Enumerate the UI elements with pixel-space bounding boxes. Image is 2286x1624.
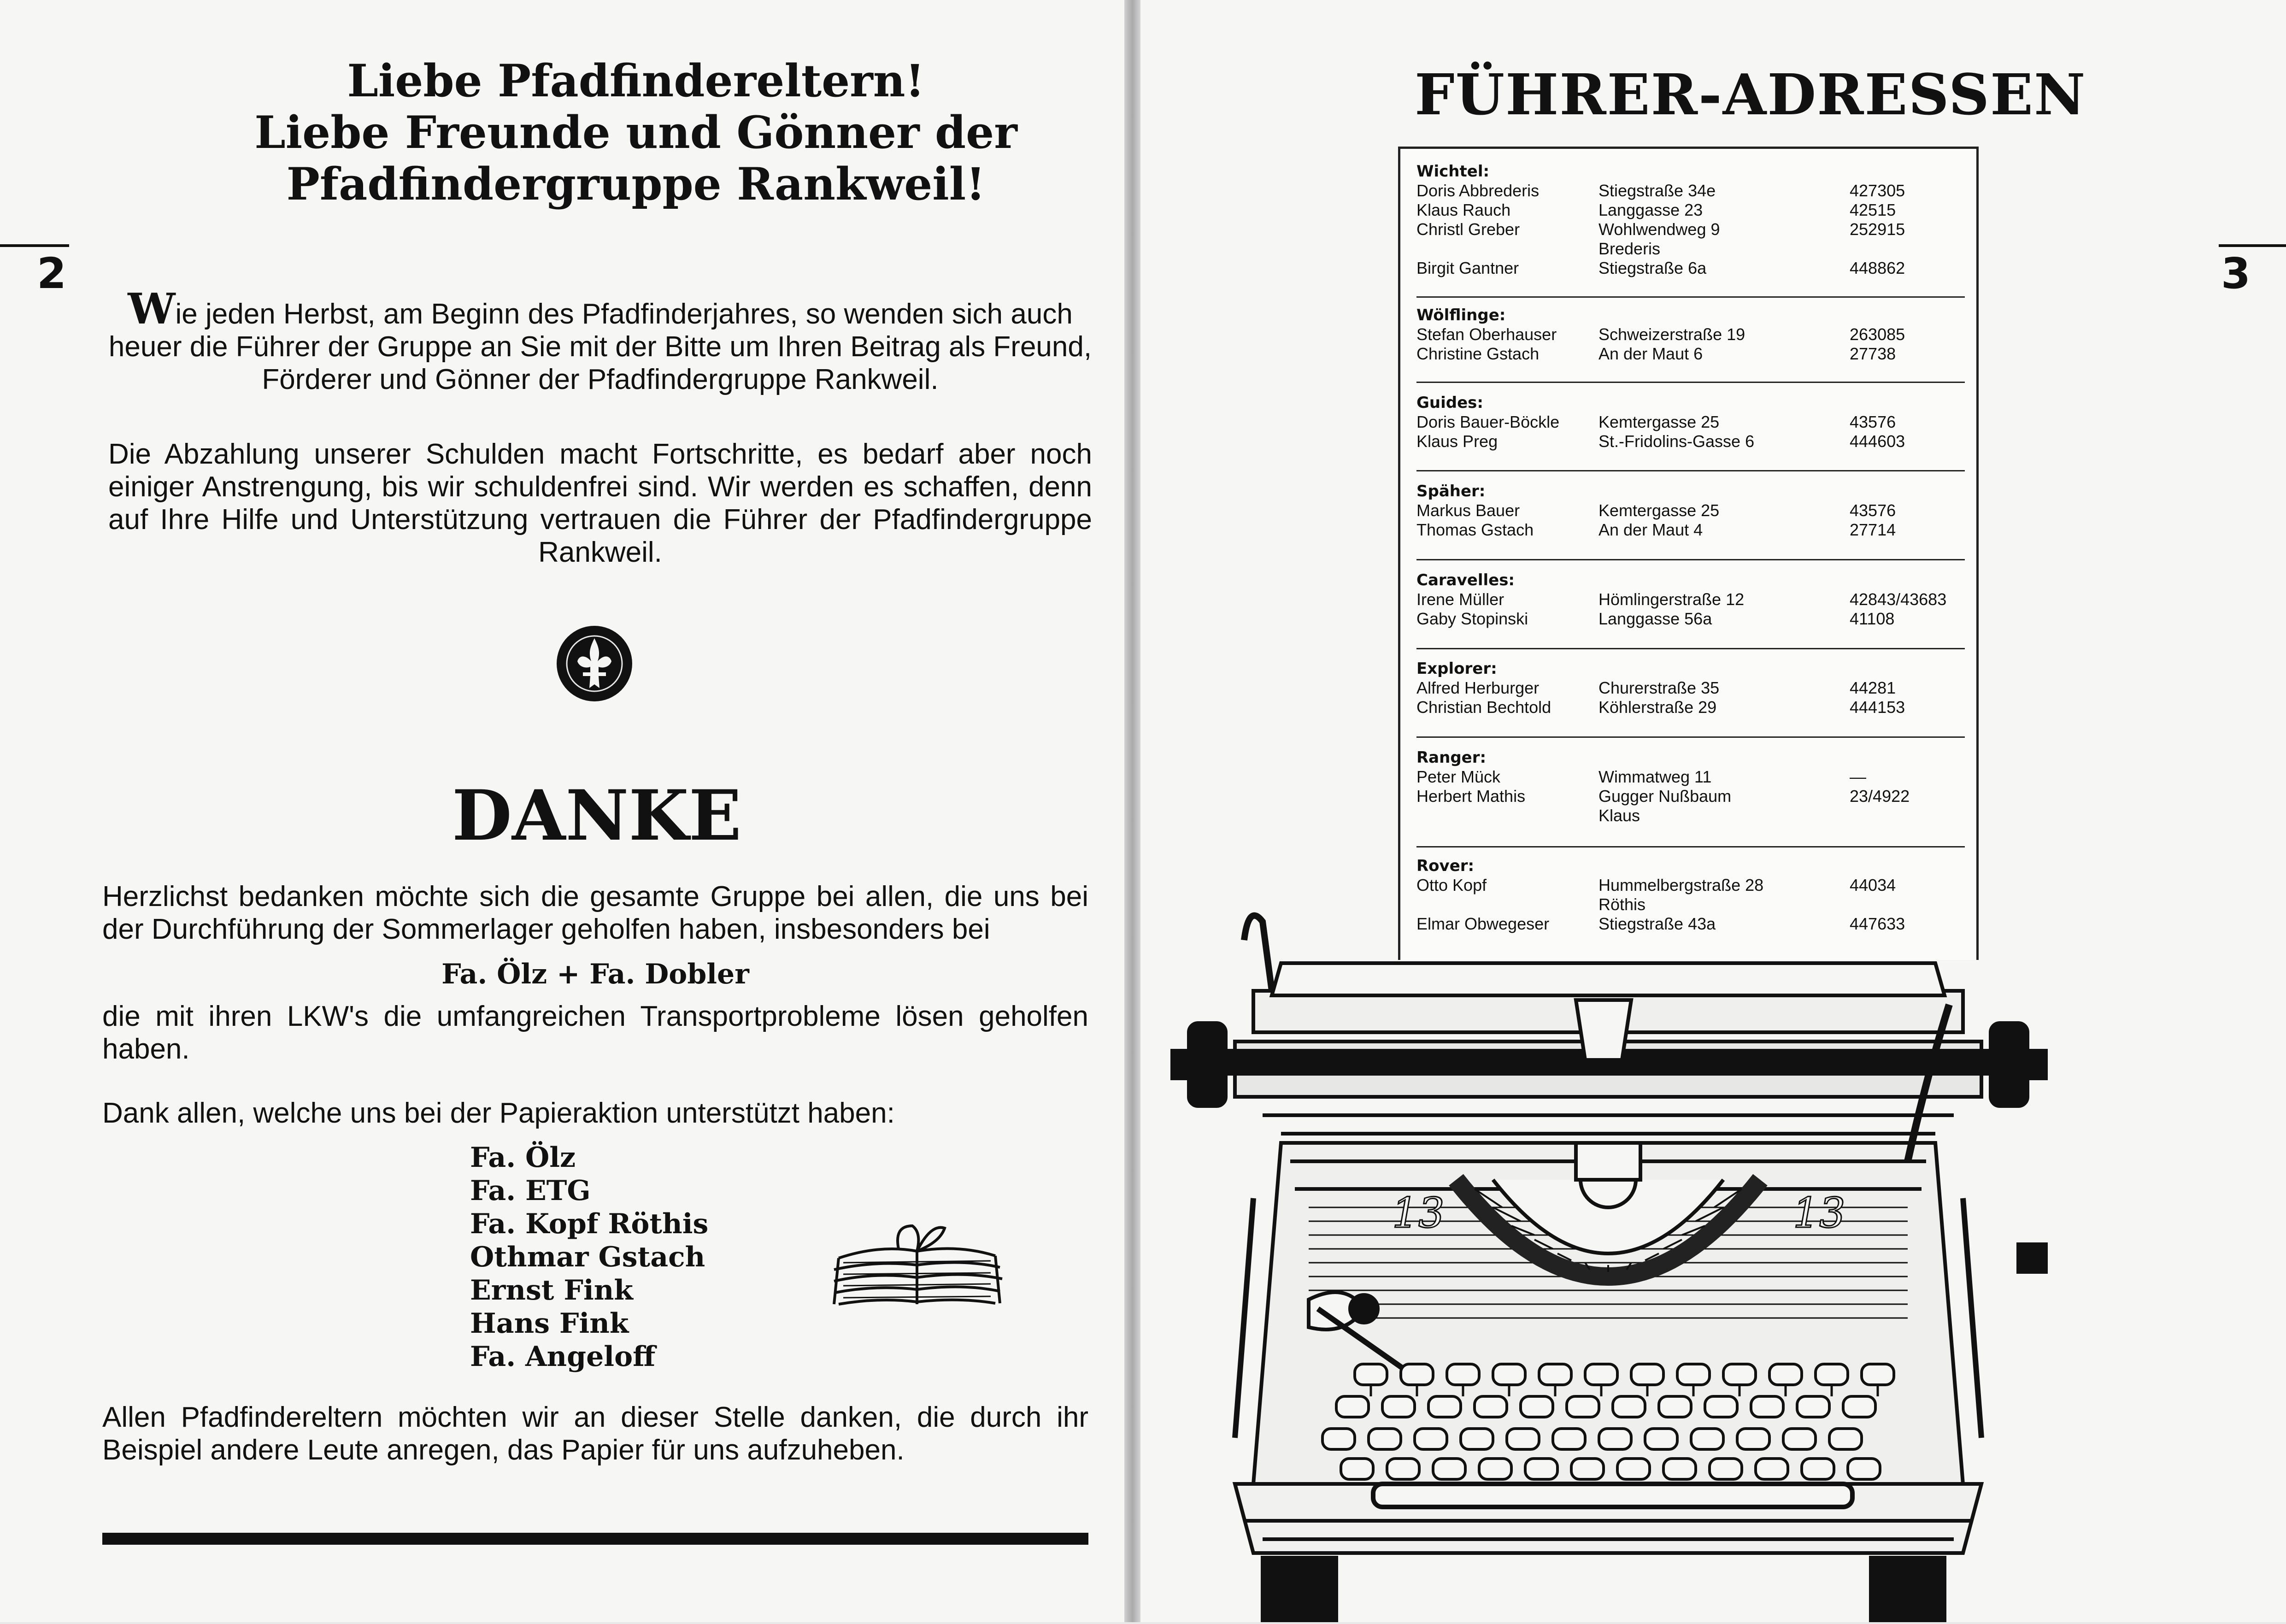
left-page (0, 0, 1124, 1622)
street-address (1598, 876, 1838, 914)
section-wichtel (1416, 162, 1965, 278)
sponsor-item: Fa. Kopf Röthis (470, 1208, 709, 1240)
book-gutter (1124, 0, 1140, 1622)
section-title: Wichtel: (1416, 162, 1490, 181)
page-number-rule (2219, 244, 2286, 247)
street-address: An der Maut 4 (1598, 520, 1703, 539)
street-address: Churerstraße 35 (1598, 678, 1720, 697)
address-sheet (1398, 147, 1979, 960)
locality-line: Brederis (1598, 239, 1661, 258)
address-row (1416, 181, 1965, 200)
sponsor-item: Othmar Gstach (470, 1241, 705, 1273)
locality-line: Röthis (1598, 895, 1646, 914)
street-address: Hömlingerstraße 12 (1598, 590, 1745, 609)
sponsor-item: Fa. ETG (470, 1175, 591, 1207)
phone-number: 252915 (1850, 220, 1905, 239)
address-row (1416, 220, 1965, 259)
drop-cap: W (128, 284, 176, 334)
debt-paragraph: Die Abzahlung unserer Schulden macht Fortschritte, es bedarf aber noch einiger Anstrengung, bis wir schuldenfrei sind. Wir werden es schaffen, denn auf Ihre Hilfe und Unterstützung vertrauen die Führer der Pfadfindergruppe Rankweil. (108, 438, 1092, 568)
person-name: Christl Greber (1416, 220, 1520, 239)
street-line: Wohlwendweg 9 (1598, 220, 1720, 239)
phone-number: 263085 (1850, 325, 1905, 344)
street-address: Kemtergasse 25 (1598, 501, 1720, 520)
page-number: 2 (37, 249, 67, 298)
person-name: Elmar Obwegeser (1416, 914, 1550, 933)
phone-number: 448862 (1850, 259, 1905, 277)
address-row (1416, 609, 1965, 629)
street-address: Kemtergasse 25 (1598, 412, 1720, 431)
street-address: Wimmatweg 11 (1598, 767, 1712, 786)
sponsor-list (470, 1141, 793, 1373)
section-title: Explorer: (1416, 659, 1497, 678)
section-guides (1416, 393, 1965, 451)
sponsor-item: Fa. Ölz (470, 1142, 576, 1174)
page-number-rule (0, 244, 69, 247)
phone-number: 444603 (1850, 432, 1905, 451)
section-title: Caravelles: (1416, 571, 1515, 589)
phone-number: 43576 (1850, 412, 1896, 431)
locality-line: Klaus (1598, 806, 1640, 825)
phone-number: 44034 (1850, 876, 1896, 894)
person-name: Herbert Mathis (1416, 787, 1526, 806)
street-address (1598, 220, 1838, 259)
section-divider (1416, 648, 1965, 649)
paper-bundle-icon (825, 1207, 1009, 1318)
section-rover (1416, 856, 1965, 934)
phone-number: 41108 (1850, 609, 1895, 628)
address-row (1416, 259, 1965, 278)
danke-title: DANKE (452, 775, 742, 856)
intro-text: ie jeden Herbst, am Beginn des Pfadfinderjahres, so wenden sich auch heuer die Führer der Gruppe an Sie mit der Bitte um Ihren Beitrag als Freund, Förderer und Gönner der Pfadfindergruppe Rankweil. (108, 298, 1092, 395)
address-row (1416, 432, 1965, 451)
section-divider (1416, 559, 1965, 560)
person-name: Birgit Gantner (1416, 259, 1519, 277)
phone-number: 427305 (1850, 181, 1905, 200)
paper-action-intro: Dank allen, welche uns bei der Papieraktion unterstützt haben: (102, 1097, 895, 1129)
heading-line: Liebe Pfadfindereltern! (347, 55, 925, 107)
section-title: Wölflinge: (1416, 306, 1506, 324)
section-ranger (1416, 748, 1965, 825)
phone-number: 44281 (1850, 678, 1896, 697)
address-row (1416, 678, 1965, 698)
scout-emblem-icon (555, 624, 634, 703)
address-row (1416, 325, 1965, 344)
section-woelflinge (1416, 306, 1965, 364)
address-row (1416, 767, 1965, 787)
person-name: Gaby Stopinski (1416, 609, 1528, 628)
address-row (1416, 698, 1965, 717)
thanks-paragraph: Herzlichst bedanken möchte sich die gesamte Gruppe bei allen, die uns bei der Durchführung der Sommerlager geholfen haben, insbesonders bei (102, 881, 1088, 945)
phone-number: 43576 (1850, 501, 1896, 520)
address-row (1416, 501, 1965, 520)
street-address: Stiegstraße 6a (1598, 259, 1707, 277)
section-divider (1416, 382, 1965, 383)
sponsor-item: Fa. Angeloff (470, 1341, 656, 1373)
section-divider (1416, 296, 1965, 298)
section-explorer (1416, 659, 1965, 717)
street-address: Langgasse 23 (1598, 200, 1703, 219)
sponsor-item: Ernst Fink (470, 1274, 633, 1306)
person-name: Alfred Herburger (1416, 678, 1540, 697)
person-name: Christine Gstach (1416, 344, 1540, 363)
street-line: Hummelbergstraße 28 (1598, 876, 1764, 894)
street-address: Köhlerstraße 29 (1598, 698, 1717, 717)
phone-number: 27738 (1850, 344, 1896, 363)
typewriter-badge-left: 13 (1387, 1189, 1449, 1237)
address-row (1416, 590, 1965, 609)
typewriter-illustration (1170, 885, 2203, 1622)
sponsor-item: Hans Fink (470, 1307, 629, 1340)
bottom-rule (102, 1533, 1088, 1545)
section-title: Ranger: (1416, 748, 1487, 767)
street-address: Stiegstraße 34e (1598, 181, 1716, 200)
phone-number: 42843/43683 (1850, 590, 1947, 609)
person-name: Irene Müller (1416, 590, 1504, 609)
phone-number: 23/4922 (1850, 787, 1910, 806)
address-row (1416, 520, 1965, 540)
street-address: An der Maut 6 (1598, 344, 1703, 363)
person-name: Stefan Oberhauser (1416, 325, 1557, 344)
section-title: Späher: (1416, 482, 1486, 500)
thanks-companies: Fa. Ölz + Fa. Dobler (441, 958, 749, 990)
street-address (1598, 787, 1838, 825)
typewriter-badge-right: 13 (1788, 1189, 1850, 1237)
phone-number: 42515 (1850, 200, 1896, 219)
street-address: St.-Fridolins-Gasse 6 (1598, 432, 1755, 451)
person-name: Klaus Preg (1416, 432, 1498, 451)
street-address: Stiegstraße 43a (1598, 914, 1716, 933)
street-line: Gugger Nußbaum (1598, 787, 1732, 806)
page-number: 3 (2221, 249, 2251, 298)
address-row (1416, 412, 1965, 432)
section-spaeher (1416, 482, 1965, 540)
person-name: Thomas Gstach (1416, 520, 1534, 539)
closing-paragraph: Allen Pfadfindereltern möchten wir an dieser Stelle danken, die durch ihr Beispiel andere Leute anregen, das Papier für uns aufzuheben. (102, 1401, 1088, 1466)
person-name: Doris Abbrederis (1416, 181, 1540, 200)
phone-number: 27714 (1850, 520, 1896, 539)
person-name: Klaus Rauch (1416, 200, 1511, 219)
person-name: Christian Bechtold (1416, 698, 1551, 717)
phone-number: — (1850, 767, 1866, 786)
street-address: Schweizerstraße 19 (1598, 325, 1745, 344)
section-caravelles (1416, 571, 1965, 629)
phone-number: 444153 (1850, 698, 1905, 717)
addresses-title: FÜHRER-ADRESSEN (1415, 61, 2086, 128)
section-divider (1416, 846, 1965, 847)
thanks-paragraph-2: die mit ihren LKW's die umfangreichen Transportprobleme lösen geholfen haben. (102, 1000, 1088, 1065)
section-divider (1416, 470, 1965, 471)
phone-number: 447633 (1850, 914, 1905, 933)
section-divider (1416, 736, 1965, 738)
address-row (1416, 344, 1965, 364)
section-title: Guides: (1416, 394, 1483, 412)
person-name: Markus Bauer (1416, 501, 1520, 520)
address-row (1416, 876, 1965, 914)
intro-paragraph (108, 284, 1092, 396)
section-title: Rover: (1416, 857, 1475, 875)
street-address: Langgasse 56a (1598, 609, 1712, 628)
greeting-heading (129, 55, 1143, 210)
person-name: Peter Mück (1416, 767, 1501, 786)
person-name: Doris Bauer-Böckle (1416, 412, 1560, 431)
heading-line: Pfadfindergruppe Rankweil! (286, 158, 986, 210)
address-row (1416, 787, 1965, 825)
address-row (1416, 200, 1965, 220)
heading-line: Liebe Freunde und Gönner der (254, 106, 1017, 159)
address-row (1416, 914, 1965, 934)
person-name: Otto Kopf (1416, 876, 1487, 894)
